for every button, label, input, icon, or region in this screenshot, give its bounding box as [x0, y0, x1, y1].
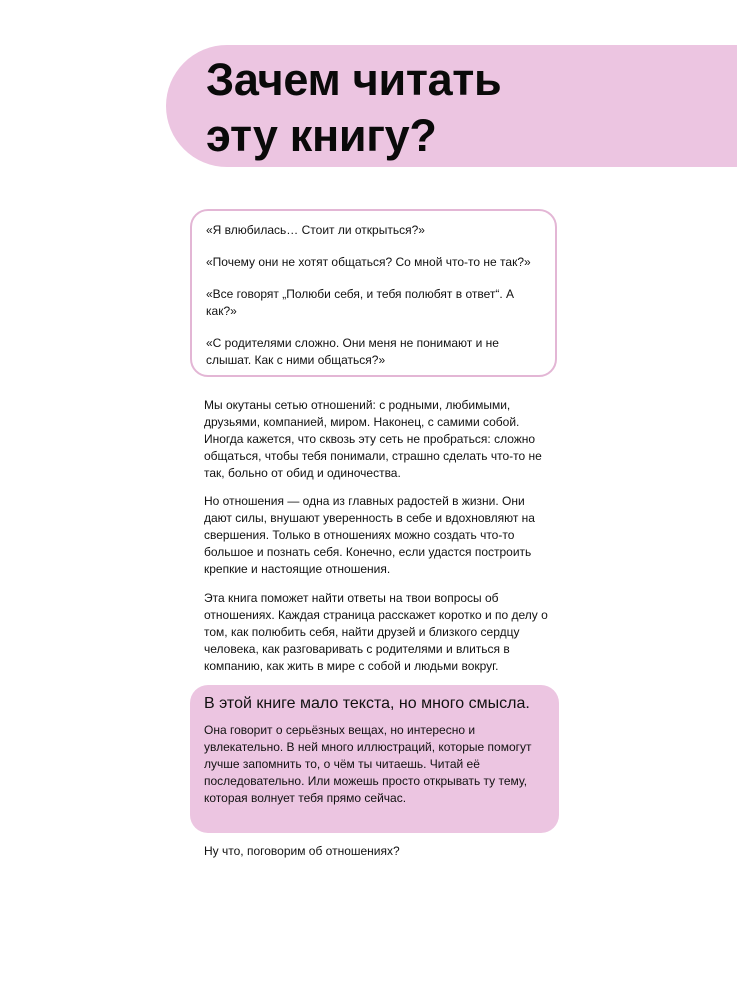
- quote-item: «Все говорят „Полюби себя, и тебя полюбят в ответ“. А как?»: [206, 287, 515, 318]
- highlight-body: Она говорит о серьёзных вещах, но интересно и увлекательно. В ней много иллюстраций, которые помогут лучше запомнить то, о чём ты читаешь. Читай её последовательно. Или можешь просто открывать ту тему, которая волнует тебя прямо сейчас.: [204, 723, 532, 805]
- body-paragraph: Эта книга поможет найти ответы на твои вопросы об отношениях. Каждая страница расскажет коротко и по делу о том, как полюбить себя, найти друзей и близкого сердцу человека, как разговаривать с родителями и влиться в компанию, как жить в мире с собой и людьми вокруг.: [204, 591, 548, 673]
- highlight-box: [190, 685, 559, 833]
- quote-item: «Я влюбилась… Стоит ли открыться?»: [206, 223, 425, 237]
- quote-item: «Почему они не хотят общаться? Со мной что-то не так?»: [206, 255, 531, 269]
- highlight-title: В этой книге мало текста, но много смысла.: [204, 695, 530, 712]
- page-title-line-1: Зачем читать: [206, 54, 502, 105]
- body-paragraph: Но отношения — одна из главных радостей в жизни. Они дают силы, внушают уверенность в себе и вдохновляют на свершения. Только в отношениях можно создать что-то большое и познать себя. Конечно, если удастся построить крепкие и настоящие отношения.: [204, 494, 535, 576]
- body-paragraph: Мы окутаны сетью отношений: с родными, любимыми, друзьями, компанией, миром. Наконец, с самими собой. Иногда кажется, что сквозь эту сеть не пробраться: сложно общаться, чтобы тебя понимали, страшно сделать что-то не так, больно от обид и одиночества.: [204, 398, 542, 480]
- page-title-line-2: эту книгу?: [206, 110, 437, 161]
- quote-item: «С родителями сложно. Они меня не понимают и не слышат. Как с ними общаться?»: [206, 336, 499, 367]
- closing-line: Ну что, поговорим об отношениях?: [204, 844, 400, 858]
- page-title: [206, 52, 501, 164]
- quotes-box: [190, 209, 557, 377]
